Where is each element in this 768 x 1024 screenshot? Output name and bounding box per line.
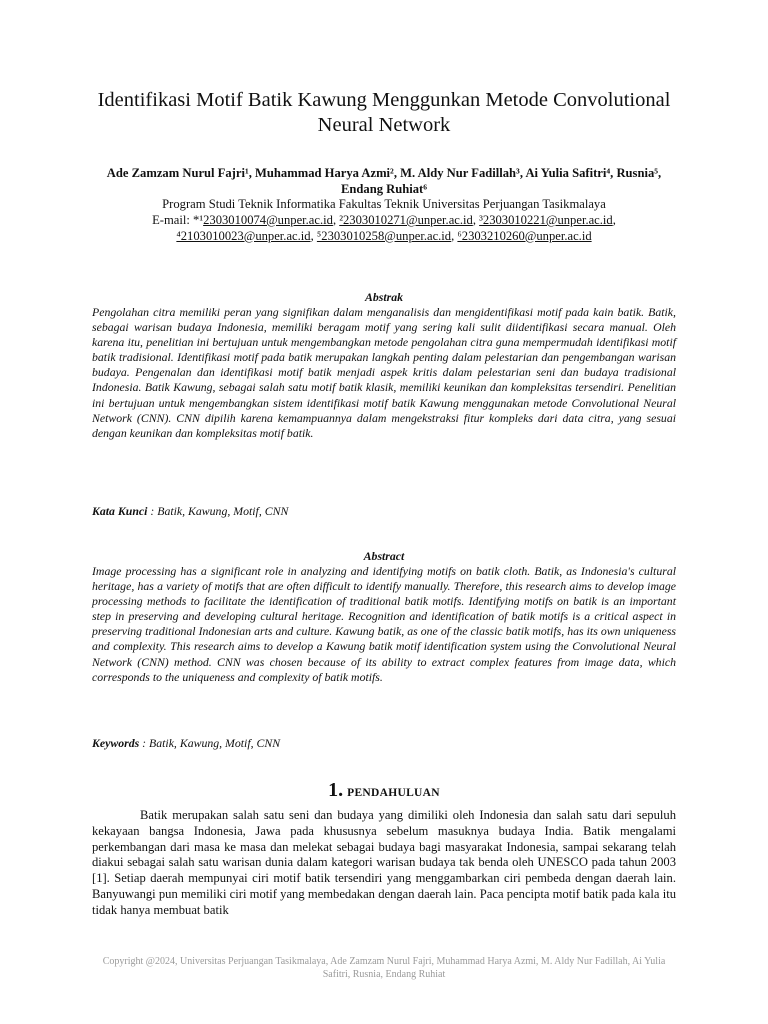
author-list: Ade Zamzam Nurul Fajri¹, Muhammad Harya Azmi², M. Aldy Nur Fadillah³, Ai Yulia Safitri⁴, Rusnia⁵, Endang Ruhiat⁶: [106, 166, 662, 196]
abstrak-text: Pengolahan citra memiliki peran yang signifikan dalam menganalisis dan mengidentifikasi motif pada kain batik. Batik, sebagai warisan budaya Indonesia, memiliki beragam motif yang sering kali sulit diidentifikasi secara manual. Oleh karena itu, penelitian ini bertujuan untuk mengembangkan metode pengolahan citra guna mempermudah identifikasi motif batik tradisional. Identifikasi motif pada batik merupakan langkah penting dalam pelestarian dan pengembangan warisan budaya. Pengenalan dan identifikasi motif batik menjadi aspek kritis dalam pelestarian seni dan budaya tradisional Indonesia. Batik Kawung, sebagai salah satu motif batik klasik, memiliki keunikan dan kompleksitas tersendiri. Penelitian ini bertujuan untuk mengembangkan sistem identifikasi motif batik Kawung menggunakan metode Convolutional Neural Network (CNN). CNN dipilih karena kemampuannya dalam mengekstraksi fitur kompleks dari data citra, yang sesuai dengan keunikan dan kompleksitas motif batik.: [92, 305, 676, 440]
abstract-text: Image processing has a significant role in analyzing and identifying motifs on batik cloth. Batik, as Indonesia's cultural heritage, has a variety of motifs that are often difficult to identify manually. Therefore, this research aims to develop image processing methods to facilitate the identification of traditional batik motifs. Identifying motifs on batik is an important step in preserving and developing cultural heritage. Recognition and identification of batik motifs is a critical aspect in preserving traditional Indonesian arts and culture. Kawung batik, as one of the classic batik motifs, has its own uniqueness and complexity. This research aims to develop a Kawung batik motif identification system using the Convolutional Neural Network (CNN) method. CNN was chosen because of its ability to extract complex features from image data, which corresponds to the uniqueness and complexity of batik motifs.: [92, 564, 676, 684]
copyright-footer: Copyright @2024, Universitas Perjuangan Tasikmalaya, Ade Zamzam Nurul Fajri, Muhammad Harya Azmi, M. Aldy Nur Fadillah, Ai Yulia Safitri, Rusnia, Endang Ruhiat: [102, 956, 666, 980]
keywords: [92, 736, 676, 751]
affiliation: Program Studi Teknik Informatika Fakultas Teknik Universitas Perjuangan Tasikmalaya: [162, 197, 606, 211]
email-link-3[interactable]: ³2303010221@unper.ac.id: [479, 213, 613, 227]
keywords-text: : Batik, Kawung, Motif, CNN: [139, 736, 281, 750]
abstract-heading: Abstract: [363, 549, 405, 563]
kata-kunci: [92, 504, 676, 519]
email-link-5[interactable]: ⁵2303010258@unper.ac.id: [316, 228, 452, 243]
paper-title: Identifikasi Motif Batik Kawung Menggunkan Metode Convolutional Neural Network: [97, 89, 671, 136]
section-title: PENDAHULUAN: [347, 787, 440, 799]
email-link-1[interactable]: 2303010074@unper.ac.id: [203, 213, 333, 227]
email-block: E-mail: *¹2303010074@unper.ac.id, ²2303010271@unper.ac.id, ³2303010221@unper.ac.id, ⁴2103010023@unper.ac.id, ⁵2303010258@unper.ac.id, ⁶2303210260@unper.ac.id: [152, 213, 616, 243]
email-link-6[interactable]: ⁶2303210260@unper.ac.id: [457, 228, 592, 243]
kata-kunci-text: : Batik, Kawung, Motif, CNN: [147, 504, 289, 518]
section-number: 1.: [328, 779, 344, 801]
keywords-label: Keywords: [92, 736, 140, 750]
email-prefix: E-mail: *¹: [152, 213, 204, 227]
kata-kunci-label: Kata Kunci: [92, 504, 148, 518]
abstrak-heading: Abstrak: [364, 290, 404, 304]
email-link-4[interactable]: ⁴2103010023@unper.ac.id: [176, 228, 311, 243]
section-heading: [92, 779, 676, 802]
intro-paragraph: Batik merupakan salah satu seni dan budaya yang dimiliki oleh Indonesia dan salah satu dari sepuluh kekayaan bangsa Indonesia, Jawa pada khususnya sebelum masuknya budaya India. Batik mengalami perkembangan dari masa ke masa dan melekat sebagai budaya bagi masyarakat Indonesia, sampai sekarang telah diakui sebagai salah satu warisan dunia dalam kategori warisan budaya tak benda oleh UNESCO pada tahun 2003 [1]. Setiap daerah mempunyai ciri motif batik tersendiri yang menggambarkan ciri pembeda dengan daerah lain. Banyuwangi pun memiliki ciri motif yang membedakan dengan daerah lain. Paca pencipta motif batik pada kala itu tidak hanya membuat batik: [92, 808, 676, 917]
email-link-2[interactable]: ²2303010271@unper.ac.id: [339, 213, 473, 227]
